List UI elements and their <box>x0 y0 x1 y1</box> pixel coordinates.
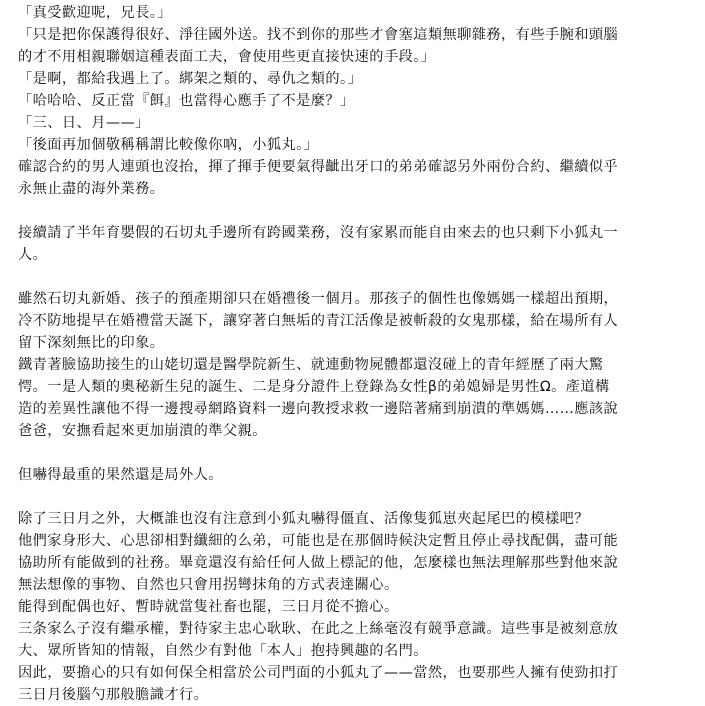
text-line: 「是啊，都給我遇上了。綁架之類的、尋仇之類的。」 <box>18 71 363 87</box>
text-line: 「哈哈哈、反正當『餌』也當得心應手了不是麼？」 <box>18 93 355 109</box>
text-line: 冷不防地提早在婚禮當天誕下，讓穿著白無垢的青江活像是被斬殺的女鬼那樣，給在場所有人 <box>18 313 619 329</box>
text-line: 無法想像的事物、自然也只會用拐彎抹角的方式表達關心。 <box>18 577 399 593</box>
text-line: 除了三日月之外，大概誰也沒有注意到小狐丸嚇得僵直、活像隻狐崽夾起尾巴的模樣吧？ <box>18 511 589 527</box>
text-line: 鐵青著臉協助接生的山姥切還是醫學院新生、就連動物屍體都還沒碰上的青年經歷了兩大驚 <box>18 357 604 373</box>
text-line: 協助所有能做到的社務。畢竟還沒有給任何人做上標記的他，怎麼樣也無法理解那些對他來說 <box>18 555 619 571</box>
text-line: 大、眾所皆知的情報，自然少有對他「本人」抱持興趣的名門。 <box>18 643 428 659</box>
text-line: 留下深刻無比的印象。 <box>18 335 165 351</box>
text-line: 雖然石切丸新婚、孩子的預產期卻只在婚禮後一個月。那孩子的個性也像媽媽一樣超出預期， <box>18 291 619 307</box>
text-line: 「三、日、月——」 <box>18 115 150 131</box>
text-line: 接續請了半年育嬰假的石切丸手邊所有跨國業務，沒有家累而能自由來去的也只剩下小狐丸一 <box>18 225 619 241</box>
text-line: 造的差異性讓他不得一邊搜尋網路資料一邊向教授求救一邊陪著痛到崩潰的準媽媽……應該說 <box>18 401 619 417</box>
text-line: 因此，要擔心的只有如何保全相當於公司門面的小狐丸了——當然，也要那些人擁有使勁扣打 <box>18 665 619 681</box>
text-line: 三条家么子沒有繼承權，對待家主忠心耿耿、在此之上絲毫沒有競爭意識。這些事是被刻意放 <box>18 621 619 637</box>
text-line: 永無止盡的海外業務。 <box>18 181 165 197</box>
text-line: 確認合約的男人連頭也沒抬，揮了揮手便要氣得齜出牙口的弟弟確認另外兩份合約、繼續似乎 <box>18 159 619 175</box>
text-line: 「真受歡迎呢，兄長。」 <box>18 5 172 21</box>
text-line: 三日月後腦勺那般膽識才行。 <box>18 687 209 703</box>
text-line: 人。 <box>18 247 48 263</box>
text-line: 能得到配偶也好、暫時就當隻社畜也罷，三日月從不擔心。 <box>18 599 399 615</box>
text-line: 「只是把你保護得很好、淨往國外送。找不到你的那些才會塞這類無聊雜務，有些手腕和頭腦 <box>18 27 619 43</box>
blank-line <box>18 200 695 222</box>
text-line: 爸爸，安撫看起來更加崩潰的準父親。 <box>18 423 267 439</box>
blank-line <box>18 486 695 508</box>
text-line: 但嚇得最重的果然還是局外人。 <box>18 467 223 483</box>
text-line: 愕。一是人類的奧秘新生兒的誕生、二是身分證件上登錄為女性β的弟媳婦是男性Ω。產道構 <box>18 379 610 395</box>
blank-line <box>18 442 695 464</box>
blank-line <box>18 266 695 288</box>
text-line: 「後面再加個敬稱稱謂比較像你吶，小狐丸。」 <box>18 137 319 153</box>
text-line: 他們家身形大、心思卻相對纖細的么弟，可能也是在那個時候決定暫且停止尋找配偶，盡可能 <box>18 533 619 549</box>
text-line: 的才不用相親聯姻這種表面工夫，會使用些更直接快速的手段。」 <box>18 49 436 65</box>
